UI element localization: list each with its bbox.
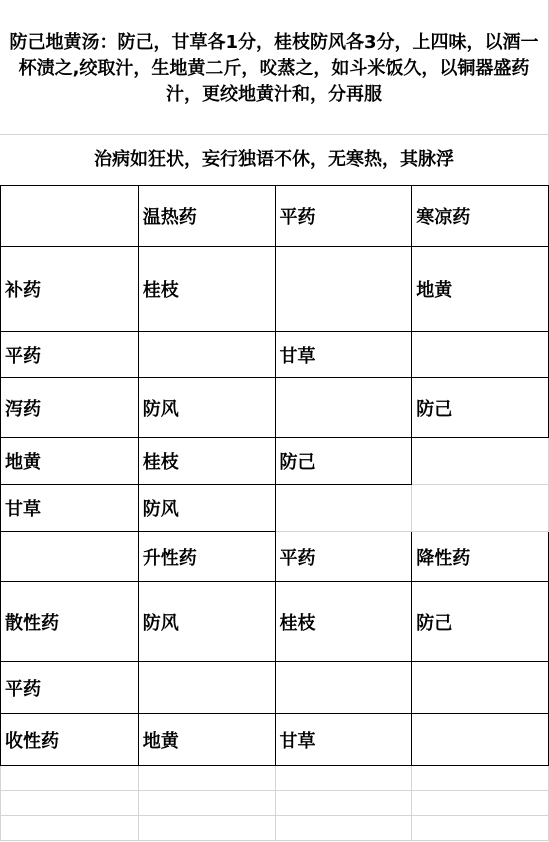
- table-cell[interactable]: 桂枝: [275, 582, 412, 662]
- table-cell[interactable]: 防己: [275, 438, 412, 485]
- table2-header-row: [1, 532, 549, 582]
- table1-corner-cell[interactable]: [1, 186, 139, 247]
- header-block: [0, 0, 549, 186]
- table-cell[interactable]: [412, 438, 549, 485]
- row-label-cell[interactable]: 甘草: [1, 485, 139, 532]
- row-label-cell[interactable]: 收性药: [1, 714, 139, 766]
- indication-cell[interactable]: 治病如狂状，妄行独语不休，无寒热，其脉浮: [94, 149, 454, 170]
- table-cell[interactable]: 防风: [138, 378, 275, 438]
- table1-row-neutral: [1, 332, 549, 378]
- table2-header-neutral[interactable]: 平药: [275, 532, 412, 582]
- empty-cell[interactable]: [1, 816, 139, 841]
- table-cell[interactable]: 地黄: [412, 247, 549, 332]
- table-cell[interactable]: [275, 662, 412, 714]
- table1-header-cold[interactable]: 寒凉药: [412, 186, 549, 247]
- empty-cell[interactable]: [275, 816, 412, 841]
- herb-classification-grid: [0, 185, 549, 841]
- empty-cell[interactable]: [138, 816, 275, 841]
- table2-row-astringing: [1, 714, 549, 766]
- formula-title-cell[interactable]: 防己地黄汤：防己，甘草各1分，桂枝防风各3分，上四味，以酒一杯渍之,绞取汁，生地黄二斤，㕮蒸之，如斗米饭久，以铜器盛药汁，更绞地黄汁和，分再服: [0, 0, 548, 135]
- table-cell[interactable]: 防己: [412, 378, 549, 438]
- table1-header-neutral[interactable]: 平药: [275, 186, 412, 247]
- table-cell[interactable]: [138, 662, 275, 714]
- table2-header-ascending[interactable]: 升性药: [138, 532, 275, 582]
- table-cell[interactable]: [275, 378, 412, 438]
- extra-row-dihuang: [1, 438, 549, 485]
- empty-cell[interactable]: [412, 791, 549, 816]
- table-cell[interactable]: [412, 485, 549, 532]
- table-cell[interactable]: 防风: [138, 485, 275, 532]
- table-cell[interactable]: 地黄: [138, 714, 275, 766]
- table-cell[interactable]: 防己: [412, 582, 549, 662]
- row-label-cell[interactable]: 散性药: [1, 582, 139, 662]
- table-cell[interactable]: 桂枝: [138, 438, 275, 485]
- empty-cell[interactable]: [138, 766, 275, 791]
- table-cell[interactable]: [412, 662, 549, 714]
- table1-header-row: [1, 186, 549, 247]
- empty-cell[interactable]: [1, 791, 139, 816]
- table2-header-descending[interactable]: 降性药: [412, 532, 549, 582]
- table-cell[interactable]: 桂枝: [138, 247, 275, 332]
- row-label-cell[interactable]: 平药: [1, 662, 139, 714]
- table-cell[interactable]: [275, 247, 412, 332]
- empty-cell[interactable]: [412, 766, 549, 791]
- table1-row-drain: [1, 378, 549, 438]
- table2-row-dispersing: [1, 582, 549, 662]
- empty-row: [1, 791, 549, 816]
- table-cell[interactable]: [275, 485, 412, 532]
- empty-cell[interactable]: [412, 816, 549, 841]
- row-label-cell[interactable]: 补药: [1, 247, 139, 332]
- table1-row-tonify: [1, 247, 549, 332]
- table2-corner-cell[interactable]: [1, 532, 139, 582]
- empty-cell[interactable]: [138, 791, 275, 816]
- row-label-cell[interactable]: 泻药: [1, 378, 139, 438]
- extra-row-gancao: [1, 485, 549, 532]
- row-label-cell[interactable]: 平药: [1, 332, 139, 378]
- empty-cell[interactable]: [1, 766, 139, 791]
- table-cell[interactable]: 甘草: [275, 714, 412, 766]
- table-cell[interactable]: 甘草: [275, 332, 412, 378]
- table1-header-warm[interactable]: 温热药: [138, 186, 275, 247]
- empty-cell[interactable]: [275, 791, 412, 816]
- table2-row-neutral: [1, 662, 549, 714]
- empty-row: [1, 766, 549, 791]
- row-label-cell[interactable]: 地黄: [1, 438, 139, 485]
- table-cell[interactable]: [412, 332, 549, 378]
- empty-cell[interactable]: [275, 766, 412, 791]
- table-cell[interactable]: [138, 332, 275, 378]
- table-cell[interactable]: 防风: [138, 582, 275, 662]
- empty-row: [1, 816, 549, 841]
- table-cell[interactable]: [412, 714, 549, 766]
